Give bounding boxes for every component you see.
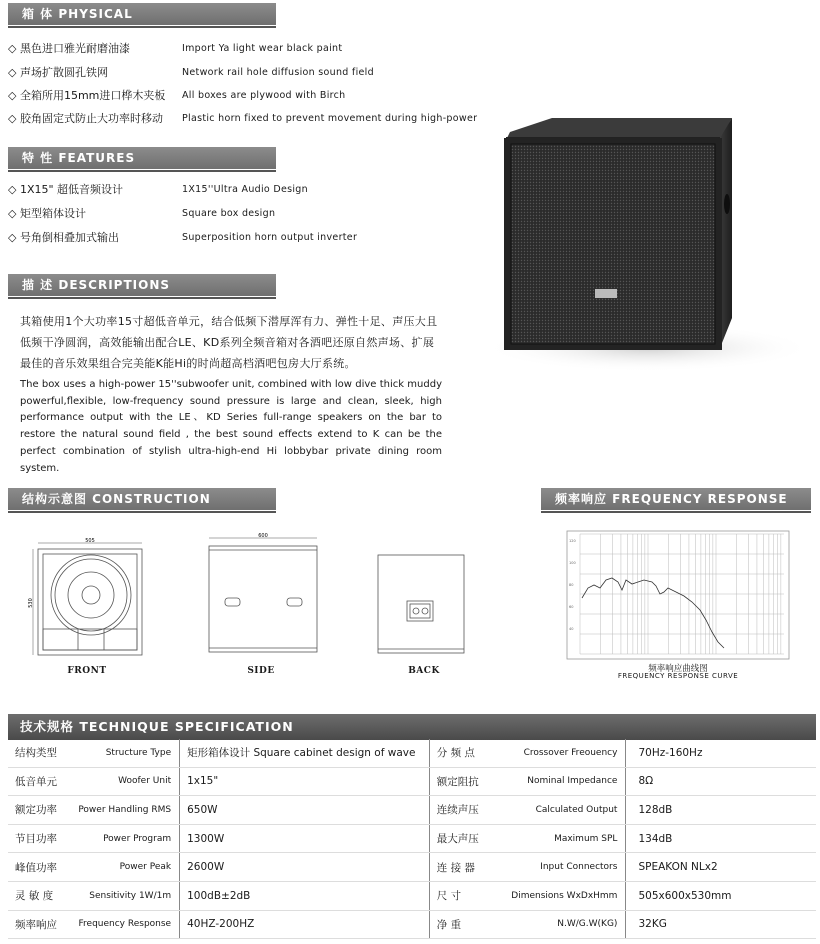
descriptions-header: 描 述 DESCRIPTIONS [8, 274, 276, 296]
spec-value: 128dB [626, 796, 816, 825]
spec-value: 134dB [626, 824, 816, 853]
spec-value: 650W [180, 796, 430, 825]
table-row [8, 824, 816, 853]
frequency-caption-cn: 频率响应曲线图 [648, 664, 708, 674]
spec-value: 40HZ-200HZ [180, 910, 430, 939]
spec-label-cn: 尺 寸 [429, 881, 488, 910]
description-line: 低频干净圆润，高效能输出配合LE、KD系列全频音箱对各酒吧还原自然声场、扩展 [20, 336, 435, 349]
table-row [8, 767, 816, 796]
spec-value: 505x600x530mm [626, 881, 816, 910]
spec-value: 1x15" [180, 767, 430, 796]
spec-label-cn: 连续声压 [429, 796, 488, 825]
spec-value: 70Hz-160Hz [626, 739, 816, 767]
spec-value: 8Ω [626, 767, 816, 796]
spec-label-en: Dimensions WxDxHmm [488, 881, 626, 910]
speaker-product-image [478, 112, 810, 374]
spec-label-en: Frequency Response [66, 910, 179, 939]
frequency-response-chart [566, 530, 790, 660]
spec-label-cn: 峰值功率 [8, 853, 66, 882]
spec-label-en: Maximum SPL [488, 824, 626, 853]
description-english: The box uses a high-power 15''subwoofer unit, combined with low dive thick muddy powerful,flexible, low-frequency sound pressure is large and clean, sleek, high performance output with the LE、KD Series full-range speakers on the bar to restore the natural sound field , the best sound effects extend to K can be the perfect combination of stylish ultra-high-end Hi lobbybar private dining room system. [20, 379, 442, 474]
back-label: BACK [408, 666, 440, 676]
spec-label-cn: 频率响应 [8, 910, 66, 939]
spec-label-en: Power Handling RMS [66, 796, 179, 825]
physical-header: 箱 体 PHYSICAL [8, 3, 276, 25]
frequency-header: 频率响应 FREQUENCY RESPONSE [541, 488, 811, 510]
spec-label-cn: 额定功率 [8, 796, 66, 825]
spec-label-cn: 最大声压 [429, 824, 488, 853]
features-header: 特 性 FEATURES [8, 147, 276, 169]
spec-label-cn: 分 频 点 [429, 739, 488, 767]
spec-label-en: Power Program [66, 824, 179, 853]
svg-text:80: 80 [569, 583, 574, 587]
spec-label-cn: 结构类型 [8, 739, 66, 767]
side-depth-dimension: 600 [258, 533, 268, 539]
svg-text:100: 100 [569, 561, 576, 565]
spec-value: 32KG [626, 910, 816, 939]
spec-label-cn: 额定阻抗 [429, 767, 488, 796]
table-row [8, 796, 816, 825]
table-row [8, 910, 816, 939]
spec-label-cn: 净 重 [429, 910, 488, 939]
front-width-dimension: 505 [85, 538, 95, 544]
spec-label-cn: 连 接 器 [429, 853, 488, 882]
svg-text:120: 120 [569, 539, 576, 543]
description-line: 最佳的音乐效果组合完美能K能Hi的时尚超高档酒吧包房大厅系统。 [20, 357, 356, 370]
spec-label-cn: 节目功率 [8, 824, 66, 853]
spec-label-en: N.W/G.W(KG) [488, 910, 626, 939]
side-view-drawing [203, 532, 323, 658]
spec-value: 矩形箱体设计 Square cabinet design of wave [180, 739, 430, 767]
svg-text:40: 40 [569, 627, 574, 631]
spec-label-cn: 灵 敏 度 [8, 881, 66, 910]
front-label: FRONT [67, 666, 107, 676]
description-chinese [20, 311, 442, 374]
spec-label-en: Woofer Unit [66, 767, 179, 796]
spec-value: 100dB±2dB [180, 881, 430, 910]
front-view-drawing [30, 537, 148, 659]
back-view-drawing [374, 551, 468, 657]
spec-label-en: Calculated Output [488, 796, 626, 825]
svg-text:60: 60 [569, 605, 574, 609]
spec-value: SPEAKON NLx2 [626, 853, 816, 882]
spec-table [8, 739, 816, 939]
table-row [8, 739, 816, 767]
spec-label-en: Power Peak [66, 853, 179, 882]
spec-label-cn: 低音单元 [8, 767, 66, 796]
spec-value: 2600W [180, 853, 430, 882]
construction-header: 结构示意图 CONSTRUCTION DRAWING [8, 488, 276, 510]
description-line: 其箱使用1个大功率15寸超低音单元，结合低频下潜厚浑有力、弹性十足、声压大且 [20, 315, 438, 328]
spec-label-en: Crossover Freouency [488, 739, 626, 767]
frequency-caption-en: FREQUENCY RESPONSE CURVE [617, 672, 739, 680]
spec-label-en: Structure Type [66, 739, 179, 767]
side-label: SIDE [247, 666, 275, 676]
front-height-dimension: 530 [28, 598, 34, 608]
spec-label-en: Sensitivity 1W/1m [66, 881, 179, 910]
spec-header: 技术规格 TECHNIQUE SPECIFICATION [8, 714, 816, 740]
table-row [8, 853, 816, 882]
spec-label-en: Input Connectors [488, 853, 626, 882]
table-row [8, 881, 816, 910]
spec-value: 1300W [180, 824, 430, 853]
spec-label-en: Nominal Impedance [488, 767, 626, 796]
